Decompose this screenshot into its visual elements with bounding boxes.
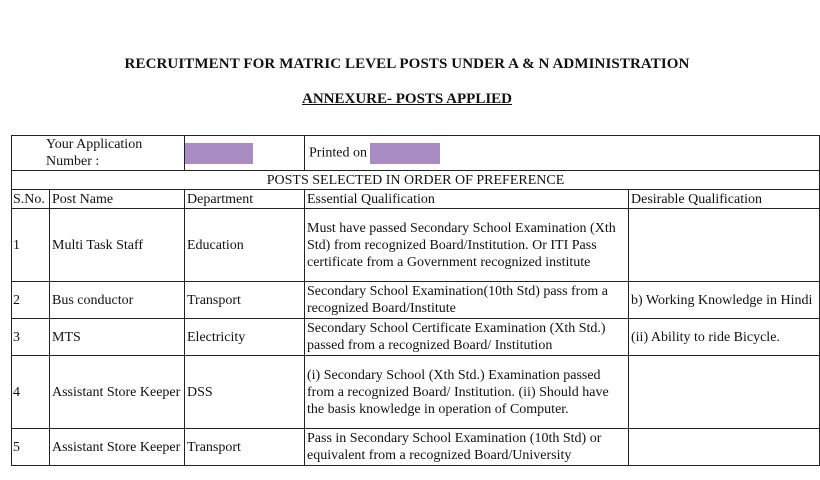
application-number-label: Your Application Number : — [12, 136, 185, 171]
desirable-qualification — [629, 429, 820, 466]
department: DSS — [185, 356, 305, 429]
column-header: Post Name — [50, 190, 185, 209]
serial-number: 2 — [12, 282, 50, 319]
redaction-block — [185, 143, 253, 164]
column-header-row — [12, 190, 820, 209]
post-name: Multi Task Staff — [50, 209, 185, 282]
application-number-value — [185, 136, 305, 171]
annexure-heading: ANNEXURE- POSTS APPLIED — [301, 91, 513, 107]
post-name: Assistant Store Keeper — [50, 429, 185, 466]
redaction-block — [370, 143, 440, 164]
department: Electricity — [185, 319, 305, 356]
column-header: S.No. — [12, 190, 50, 209]
serial-number: 3 — [12, 319, 50, 356]
printed-on-label: Printed on — [309, 145, 367, 161]
post-name: Assistant Store Keeper — [50, 356, 185, 429]
table-row — [12, 429, 820, 466]
application-info-row — [12, 136, 820, 171]
essential-qualification: Secondary School Examination(10th Std) pass from a recognized Board/Institute — [305, 282, 629, 319]
post-name: MTS — [50, 319, 185, 356]
desirable-qualification: (ii) Ability to ride Bicycle. — [629, 319, 820, 356]
column-header: Desirable Qualification — [629, 190, 820, 209]
post-name: Bus conductor — [50, 282, 185, 319]
essential-qualification: Secondary School Certificate Examination (Xth Std.) passed from a recognized Board/ Institution — [305, 319, 629, 356]
column-header: Department — [185, 190, 305, 209]
essential-qualification: (i) Secondary School (Xth Std.) Examination passed from a recognized Board/ Institution. (ii) Should have the basis knowledge in operation of Computer. — [305, 356, 629, 429]
serial-number: 5 — [12, 429, 50, 466]
desirable-qualification — [629, 356, 820, 429]
desirable-qualification — [629, 209, 820, 282]
department: Education — [185, 209, 305, 282]
table-row — [12, 282, 820, 319]
essential-qualification: Must have passed Secondary School Examination (Xth Std) from recognized Board/Institution. Or ITI Pass certificate from a Government recognized institute — [305, 209, 629, 282]
serial-number: 1 — [12, 209, 50, 282]
table-row — [12, 209, 820, 282]
section-title-row — [12, 171, 820, 190]
printed-on-cell — [305, 136, 820, 171]
table-row — [12, 319, 820, 356]
essential-qualification: Pass in Secondary School Examination (10th Std) or equivalent from a recognized Board/University — [305, 429, 629, 466]
serial-number: 4 — [12, 356, 50, 429]
section-title: POSTS SELECTED IN ORDER OF PREFERENCE — [12, 171, 820, 190]
department: Transport — [185, 282, 305, 319]
column-header: Essential Qualification — [305, 190, 629, 209]
desirable-qualification: b) Working Knowledge in Hindi — [629, 282, 820, 319]
document-title: RECRUITMENT FOR MATRIC LEVEL POSTS UNDER A & N ADMINISTRATION — [124, 56, 690, 72]
posts-table — [11, 135, 820, 466]
department: Transport — [185, 429, 305, 466]
table-row — [12, 356, 820, 429]
